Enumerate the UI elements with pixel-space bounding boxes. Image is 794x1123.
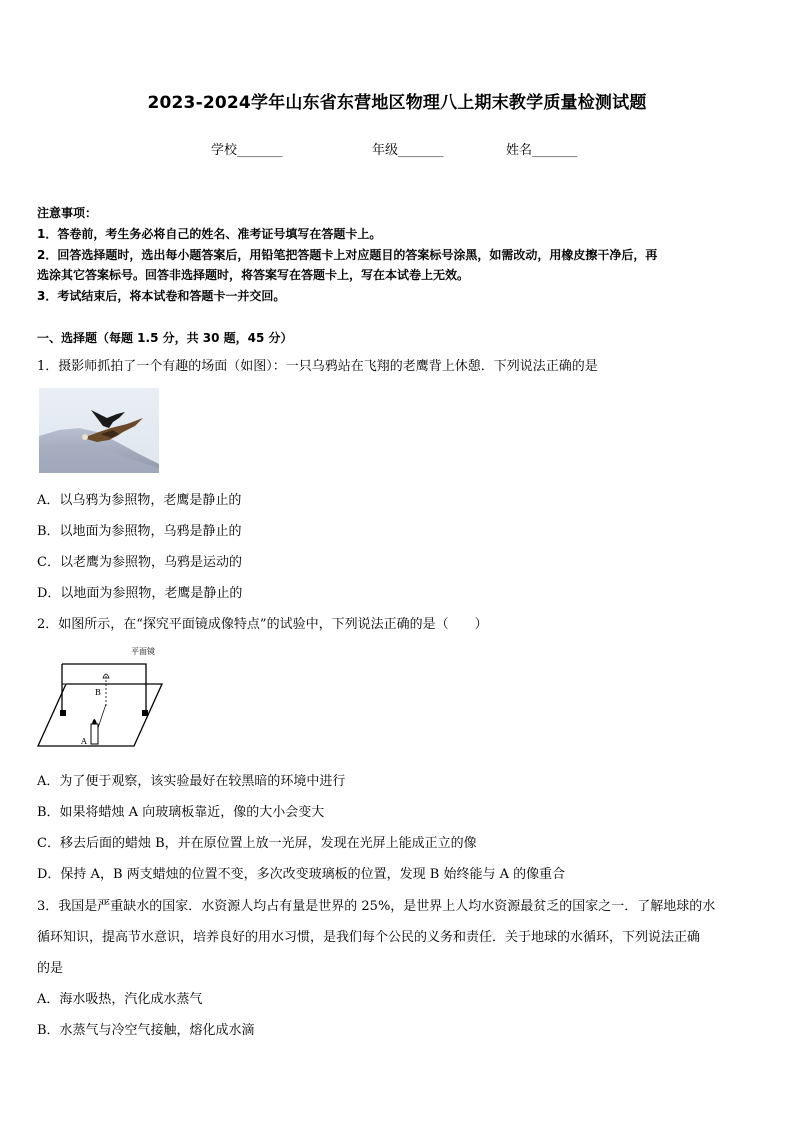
crow-eagle-photo	[39, 388, 159, 473]
school-field	[211, 139, 283, 158]
question-2-option-d: D．保持 A，B 两支蜡烛的位置不变，多次改变玻璃板的位置，发现 B 始终能与 A 的像重合	[37, 867, 566, 882]
question-3-stem-line-3: 的是	[37, 961, 64, 976]
page-title: 2023-2024学年山东省东营地区物理八上期末教学质量检测试题	[147, 93, 647, 113]
school-blank: _______	[237, 143, 283, 158]
grade-field	[372, 139, 444, 158]
question-2-option-c: C．移去后面的蜡烛 B，并在原位置上放一光屏，发现在光屏上能成正立的像	[37, 836, 477, 851]
candle-a-label: A	[81, 737, 87, 746]
note-3: 3．考试结束后，将本试卷和答题卡一并交回。	[37, 289, 286, 303]
question-3-option-a: A．海水吸热，汽化成水蒸气	[37, 992, 203, 1007]
grade-label: 年级	[372, 143, 399, 158]
question-3-stem-line-2: 循环知识，提高节水意识，培养良好的用水习惯，是我们每个公民的义务和责任．关于地球的水循环，下列说法正确	[37, 930, 701, 945]
question-1-option-a: A．以乌鸦为参照物，老鹰是静止的	[37, 493, 242, 508]
section-heading: 一、选择题（每题 1.5 分，共 30 题，45 分）	[37, 331, 293, 345]
question-1-option-c: C．以老鹰为参照物，乌鸦是运动的	[37, 555, 242, 570]
note-2-line-2: 选涂其它答案标号。回答非选择题时，将答案写在答题卡上，写在本试卷上无效。	[37, 268, 470, 282]
plane-mirror-label: 平面镜	[131, 647, 155, 656]
note-1: 1．答卷前，考生务必将自己的姓名、准考证号填写在答题卡上。	[37, 227, 382, 241]
name-blank: _______	[532, 143, 578, 158]
name-label: 姓名	[506, 143, 533, 158]
question-3-stem-line-1: 3．我国是严重缺水的国家．水资源人均占有量是世界的 25%，是世界上人均水资源最贫乏的国家之一．了解地球的水	[37, 899, 716, 914]
question-2-option-a: A．为了便于观察，该实验最好在较黑暗的环境中进行	[37, 774, 346, 789]
question-1-stem: 1．摄影师抓拍了一个有趣的场面（如图）：一只乌鸦站在飞翔的老鹰背上休憩．下列说法正确的是	[37, 359, 598, 374]
question-1-option-d: D．以地面为参照物，老鹰是静止的	[37, 586, 243, 601]
question-1-option-b: B．以地面为参照物，乌鸦是静止的	[37, 524, 242, 539]
name-field	[506, 139, 578, 158]
notes-heading: 注意事项：	[37, 206, 98, 220]
candle-b-label: B	[95, 688, 101, 697]
school-label: 学校	[211, 143, 238, 158]
question-2-stem: 2．如图所示，在“探究平面镜成像特点”的试验中，下列说法正确的是（ ）	[37, 617, 488, 632]
grade-blank: _______	[398, 143, 444, 158]
question-2-option-b: B．如果将蜡烛 A 向玻璃板靠近，像的大小会变大	[37, 805, 325, 820]
note-2-line-1: 2．回答选择题时，选出每小题答案后，用铅笔把答题卡上对应题目的答案标号涂黑，如需改动，用橡皮擦干净后，再	[37, 248, 658, 262]
plane-mirror-diagram	[36, 644, 166, 752]
question-3-option-b: B．水蒸气与冷空气接触，熔化成水滴	[37, 1023, 255, 1038]
